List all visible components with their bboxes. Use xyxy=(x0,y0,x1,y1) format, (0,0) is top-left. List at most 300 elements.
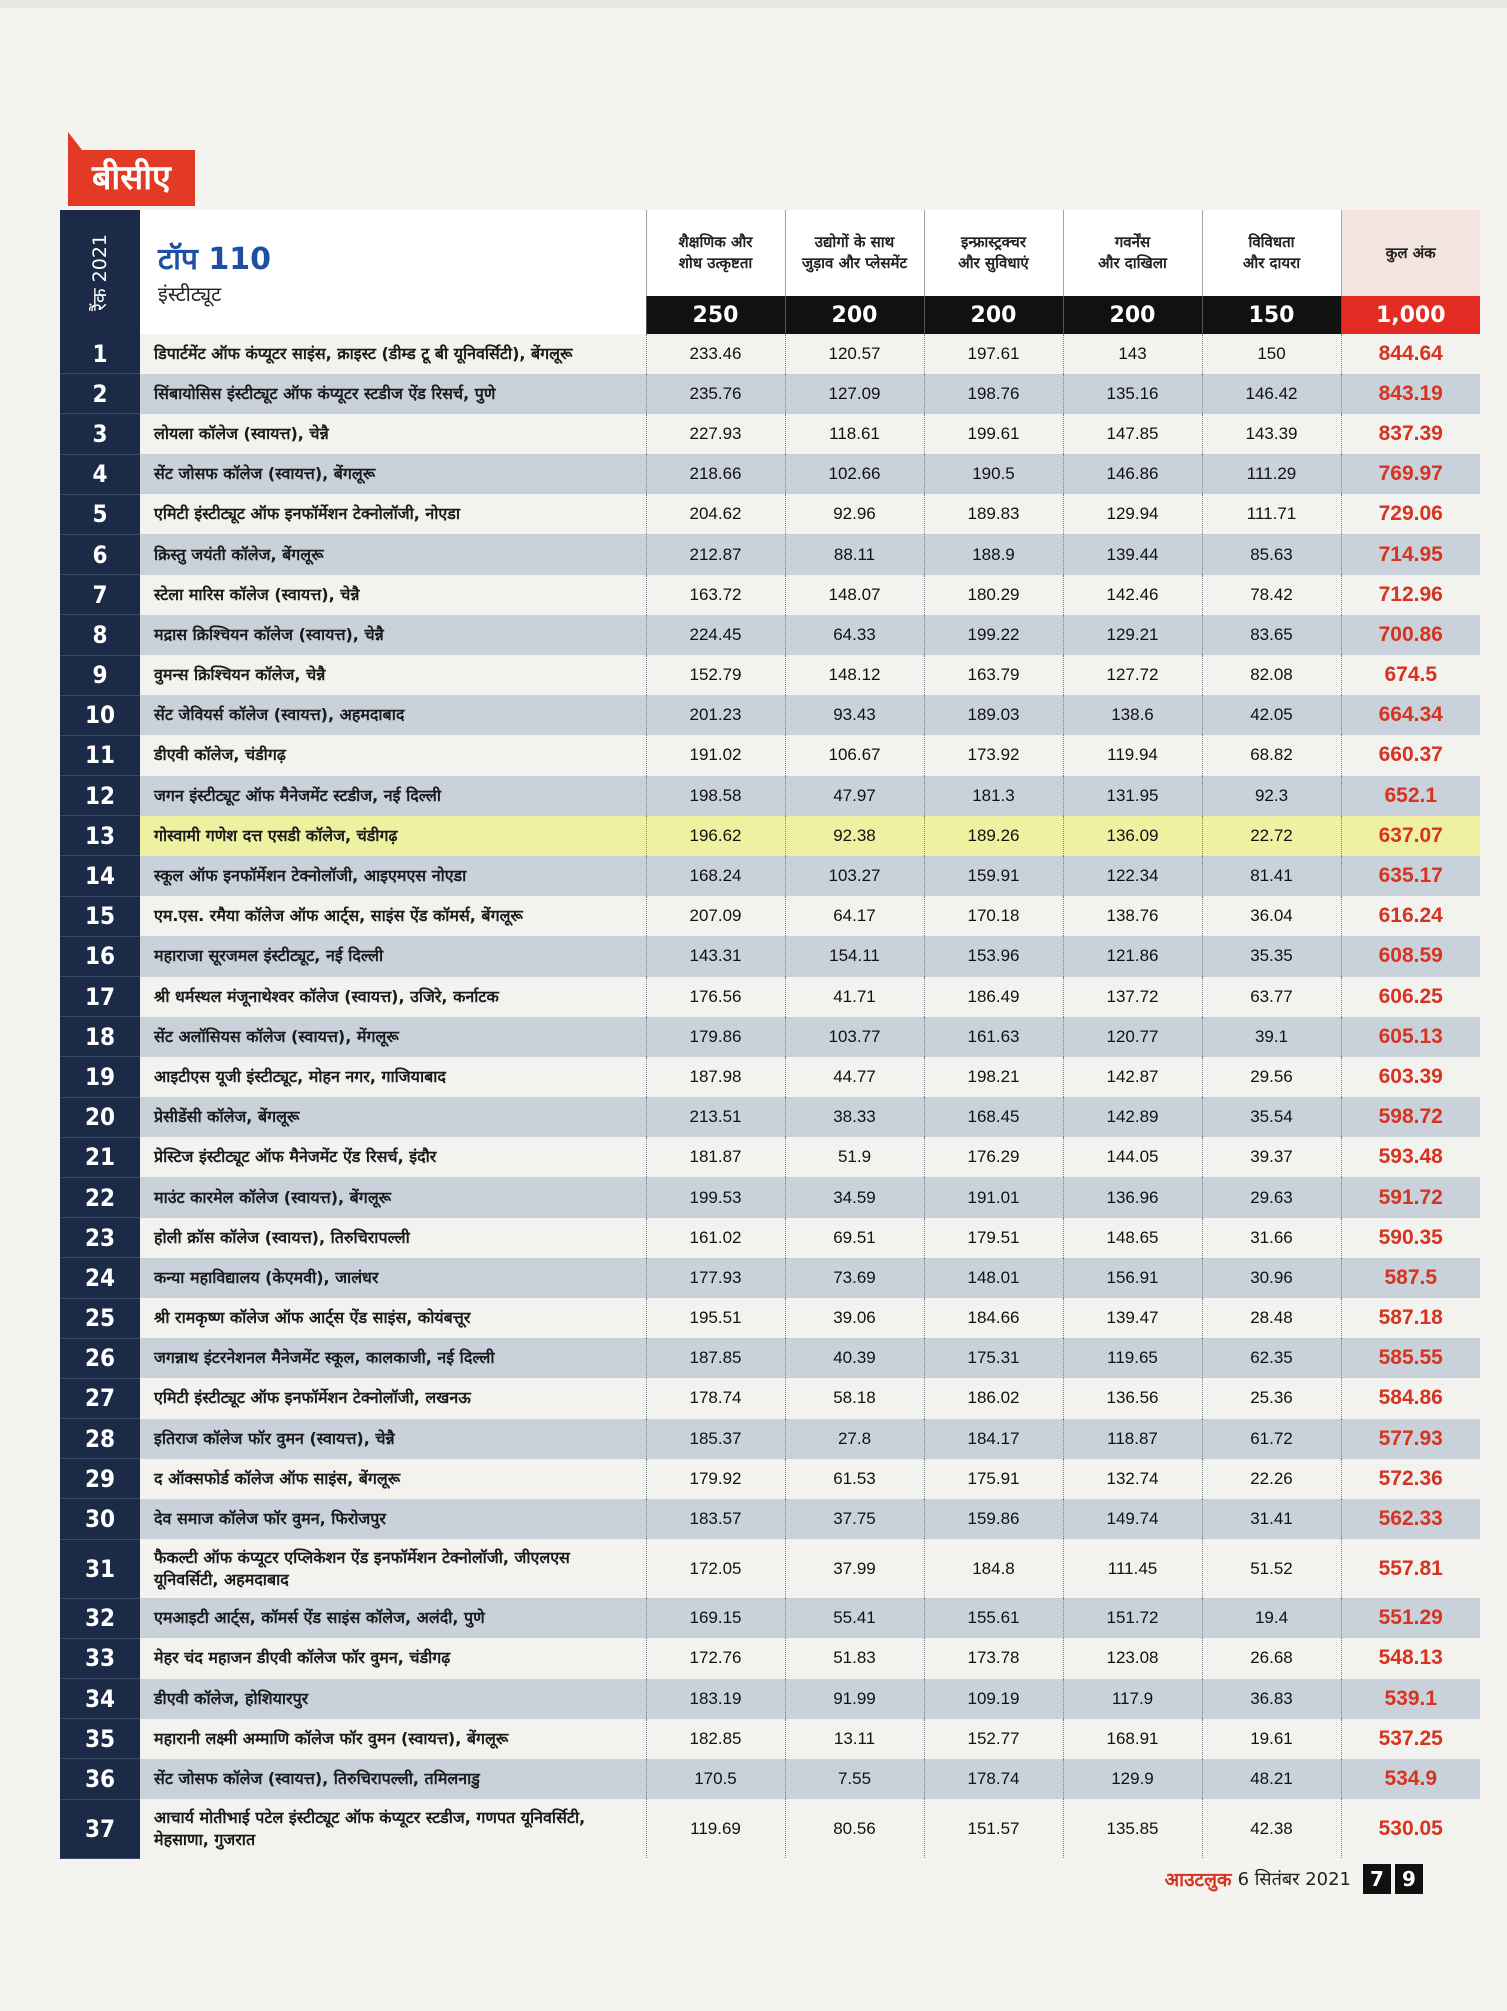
diversity-score: 19.4 xyxy=(1202,1598,1341,1638)
governance-score: 118.87 xyxy=(1063,1419,1202,1459)
total-score: 584.86 xyxy=(1341,1378,1480,1418)
rank-cell: 9 xyxy=(60,655,140,695)
rank-cell: 10 xyxy=(60,695,140,735)
institute-name: कन्या महाविद्यालय (केएमवी), जालंधर xyxy=(140,1258,646,1298)
academic-score: 187.85 xyxy=(646,1338,785,1378)
governance-score: 129.9 xyxy=(1063,1759,1202,1799)
academic-score: 168.24 xyxy=(646,856,785,896)
institute-name: स्कूल ऑफ इनफॉर्मेशन टेक्नोलॉजी, आइएमएस नोएडा xyxy=(140,856,646,896)
governance-score: 119.94 xyxy=(1063,735,1202,775)
governance-score: 139.47 xyxy=(1063,1298,1202,1338)
industry-score: 38.33 xyxy=(785,1097,924,1137)
total-score: 843.19 xyxy=(1341,374,1480,414)
academic-score: 169.15 xyxy=(646,1598,785,1638)
diversity-score: 28.48 xyxy=(1202,1298,1341,1338)
diversity-score: 30.96 xyxy=(1202,1258,1341,1298)
total-score: 664.34 xyxy=(1341,695,1480,735)
industry-score: 47.97 xyxy=(785,776,924,816)
academic-score: 179.86 xyxy=(646,1017,785,1057)
rank-cell: 6 xyxy=(60,534,140,574)
industry-score: 69.51 xyxy=(785,1218,924,1258)
table-row xyxy=(60,1137,1480,1177)
rank-cell: 36 xyxy=(60,1759,140,1799)
infrastructure-score: 180.29 xyxy=(924,575,1063,615)
rank-cell: 23 xyxy=(60,1218,140,1258)
institute-name: सेंट जेवियर्स कॉलेज (स्वायत्त), अहमदाबाद xyxy=(140,695,646,735)
infrastructure-score: 175.91 xyxy=(924,1459,1063,1499)
infrastructure-score: 184.17 xyxy=(924,1419,1063,1459)
academic-score: 183.57 xyxy=(646,1499,785,1539)
governance-score: 136.56 xyxy=(1063,1378,1202,1418)
infrastructure-score: 109.19 xyxy=(924,1679,1063,1719)
diversity-score: 111.29 xyxy=(1202,454,1341,494)
diversity-score: 143.39 xyxy=(1202,414,1341,454)
table-row xyxy=(60,896,1480,936)
table-row xyxy=(60,1017,1480,1057)
table-row xyxy=(60,1057,1480,1097)
table-row xyxy=(60,374,1480,414)
governance-score: 142.89 xyxy=(1063,1097,1202,1137)
total-score: 585.55 xyxy=(1341,1338,1480,1378)
industry-score: 148.12 xyxy=(785,655,924,695)
governance-score: 168.91 xyxy=(1063,1719,1202,1759)
industry-score: 92.96 xyxy=(785,494,924,534)
academic-score: 152.79 xyxy=(646,655,785,695)
infrastructure-score: 184.8 xyxy=(924,1539,1063,1598)
academic-score: 170.5 xyxy=(646,1759,785,1799)
criterion-label-line2: और सुविधाएं xyxy=(958,254,1029,272)
rank-cell: 31 xyxy=(60,1539,140,1598)
criterion-label-line1: कुल अंक xyxy=(1385,243,1436,262)
magazine-brand: आउटलुक xyxy=(1164,1869,1232,1891)
institute-name: एम.एस. रमैया कॉलेज ऑफ आर्ट्स, साइंस ऐंड कॉमर्स, बेंगलूरू xyxy=(140,896,646,936)
rank-cell: 33 xyxy=(60,1638,140,1678)
institute-name: फैकल्टी ऑफ कंप्यूटर एप्लिकेशन ऐंड इनफॉर्मेशन टेक्नोलॉजी, जीएलएस यूनिवर्सिटी, अहमदाबाद xyxy=(140,1539,646,1598)
rank-cell: 1 xyxy=(60,334,140,374)
industry-score: 93.43 xyxy=(785,695,924,735)
industry-score: 120.57 xyxy=(785,334,924,374)
rank-cell: 34 xyxy=(60,1679,140,1719)
criterion-label-line2: और दाखिला xyxy=(1098,254,1167,272)
governance-score: 148.65 xyxy=(1063,1218,1202,1258)
diversity-score: 39.37 xyxy=(1202,1137,1341,1177)
infrastructure-score: 198.76 xyxy=(924,374,1063,414)
rank-cell: 27 xyxy=(60,1378,140,1418)
diversity-score: 92.3 xyxy=(1202,776,1341,816)
academic-score: 227.93 xyxy=(646,414,785,454)
diversity-score: 36.83 xyxy=(1202,1679,1341,1719)
academic-score: 143.31 xyxy=(646,936,785,976)
diversity-score: 35.35 xyxy=(1202,936,1341,976)
diversity-score: 78.42 xyxy=(1202,575,1341,615)
academic-score: 195.51 xyxy=(646,1298,785,1338)
infrastructure-score: 159.86 xyxy=(924,1499,1063,1539)
total-score: 534.9 xyxy=(1341,1759,1480,1799)
total-score: 593.48 xyxy=(1341,1137,1480,1177)
infrastructure-score: 151.57 xyxy=(924,1799,1063,1858)
table-row xyxy=(60,1799,1480,1858)
diversity-score: 83.65 xyxy=(1202,615,1341,655)
infrastructure-score: 152.77 xyxy=(924,1719,1063,1759)
total-score: 557.81 xyxy=(1341,1539,1480,1598)
academic-score: 161.02 xyxy=(646,1218,785,1258)
total-score: 674.5 xyxy=(1341,655,1480,695)
institute-name: लोयला कॉलेज (स्वायत्त), चेन्नै xyxy=(140,414,646,454)
table-row xyxy=(60,494,1480,534)
institute-name: प्रेसीडेंसी कॉलेज, बेंगलूरू xyxy=(140,1097,646,1137)
page-edge xyxy=(0,0,1507,8)
industry-score: 55.41 xyxy=(785,1598,924,1638)
rank-cell: 22 xyxy=(60,1177,140,1217)
total-score: 635.17 xyxy=(1341,856,1480,896)
industry-score: 61.53 xyxy=(785,1459,924,1499)
industry-score: 80.56 xyxy=(785,1799,924,1858)
industry-score: 103.77 xyxy=(785,1017,924,1057)
industry-score: 148.07 xyxy=(785,575,924,615)
infrastructure-score: 198.21 xyxy=(924,1057,1063,1097)
table-row xyxy=(60,1419,1480,1459)
infrastructure-score: 173.78 xyxy=(924,1638,1063,1678)
table-row xyxy=(60,977,1480,1017)
governance-score: 123.08 xyxy=(1063,1638,1202,1678)
institute-name: महाराजा सूरजमल इंस्टीट्यूट, नई दिल्ली xyxy=(140,936,646,976)
criterion-label-line2: शोध उत्कृष्टता xyxy=(678,254,753,272)
rank-cell: 8 xyxy=(60,615,140,655)
rank-cell: 25 xyxy=(60,1298,140,1338)
diversity-score: 81.41 xyxy=(1202,856,1341,896)
table-row xyxy=(60,1638,1480,1678)
institute-name: स्टेला मारिस कॉलेज (स्वायत्त), चेन्नै xyxy=(140,575,646,615)
issue-date: 6 सितंबर 2021 xyxy=(1237,1869,1351,1890)
total-score: 729.06 xyxy=(1341,494,1480,534)
table-row xyxy=(60,414,1480,454)
infrastructure-score: 155.61 xyxy=(924,1598,1063,1638)
institute-name: आइटीएस यूजी इंस्टीट्यूट, मोहन नगर, गाजियाबाद xyxy=(140,1057,646,1097)
total-score: 577.93 xyxy=(1341,1419,1480,1459)
criterion-header-academic xyxy=(646,210,785,296)
table-row xyxy=(60,1258,1480,1298)
infrastructure-score: 197.61 xyxy=(924,334,1063,374)
diversity-score: 68.82 xyxy=(1202,735,1341,775)
industry-score: 13.11 xyxy=(785,1719,924,1759)
total-score: 700.86 xyxy=(1341,615,1480,655)
diversity-score: 62.35 xyxy=(1202,1338,1341,1378)
total-score: 587.18 xyxy=(1341,1298,1480,1338)
diversity-score: 29.56 xyxy=(1202,1057,1341,1097)
diversity-score: 82.08 xyxy=(1202,655,1341,695)
table-row xyxy=(60,936,1480,976)
rank-cell: 5 xyxy=(60,494,140,534)
total-score: 590.35 xyxy=(1341,1218,1480,1258)
rank-cell: 19 xyxy=(60,1057,140,1097)
diversity-score: 146.42 xyxy=(1202,374,1341,414)
rank-cell: 11 xyxy=(60,735,140,775)
max-score-academic: 250 xyxy=(646,296,785,334)
academic-score: 185.37 xyxy=(646,1419,785,1459)
table-subtitle: इंस्टीट्यूट xyxy=(158,282,222,306)
institute-name: डीएवी कॉलेज, होशियारपुर xyxy=(140,1679,646,1719)
institute-name: इतिराज कॉलेज फॉर वुमन (स्वायत्त), चेन्नै xyxy=(140,1419,646,1459)
infrastructure-score: 168.45 xyxy=(924,1097,1063,1137)
diversity-score: 61.72 xyxy=(1202,1419,1341,1459)
diversity-score: 51.52 xyxy=(1202,1539,1341,1598)
governance-score: 132.74 xyxy=(1063,1459,1202,1499)
industry-score: 64.17 xyxy=(785,896,924,936)
diversity-score: 42.05 xyxy=(1202,695,1341,735)
institute-name: जगन इंस्टीट्यूट ऑफ मैनेजमेंट स्टडीज, नई दिल्ली xyxy=(140,776,646,816)
infrastructure-score: 188.9 xyxy=(924,534,1063,574)
governance-score: 117.9 xyxy=(1063,1679,1202,1719)
table-row xyxy=(60,1679,1480,1719)
rank-cell: 28 xyxy=(60,1419,140,1459)
ranking-table xyxy=(60,210,1480,1859)
table-row xyxy=(60,615,1480,655)
industry-score: 154.11 xyxy=(785,936,924,976)
total-score: 605.13 xyxy=(1341,1017,1480,1057)
diversity-score: 36.04 xyxy=(1202,896,1341,936)
criterion-label-line1: इन्फ्रास्ट्रक्चर xyxy=(961,233,1026,251)
governance-score: 139.44 xyxy=(1063,534,1202,574)
industry-score: 92.38 xyxy=(785,816,924,856)
diversity-score: 111.71 xyxy=(1202,494,1341,534)
industry-score: 39.06 xyxy=(785,1298,924,1338)
governance-score: 151.72 xyxy=(1063,1598,1202,1638)
governance-score: 156.91 xyxy=(1063,1258,1202,1298)
diversity-score: 31.66 xyxy=(1202,1218,1341,1258)
academic-score: 196.62 xyxy=(646,816,785,856)
table-title: टॉप 110 xyxy=(158,242,271,277)
academic-score: 172.05 xyxy=(646,1539,785,1598)
governance-score: 142.87 xyxy=(1063,1057,1202,1097)
infrastructure-score: 176.29 xyxy=(924,1137,1063,1177)
infrastructure-score: 189.03 xyxy=(924,695,1063,735)
governance-score: 149.74 xyxy=(1063,1499,1202,1539)
infrastructure-score: 173.92 xyxy=(924,735,1063,775)
table-row xyxy=(60,1499,1480,1539)
max-score-industry: 200 xyxy=(785,296,924,334)
academic-score: 233.46 xyxy=(646,334,785,374)
infrastructure-score: 191.01 xyxy=(924,1177,1063,1217)
infrastructure-score: 186.02 xyxy=(924,1378,1063,1418)
rank-cell: 26 xyxy=(60,1338,140,1378)
governance-score: 136.96 xyxy=(1063,1177,1202,1217)
governance-score: 137.72 xyxy=(1063,977,1202,1017)
governance-score: 119.65 xyxy=(1063,1338,1202,1378)
rank-cell: 35 xyxy=(60,1719,140,1759)
institute-name: प्रेस्टिज इंस्टीट्यूट ऑफ मैनेजमेंट ऐंड रिसर्च, इंदौर xyxy=(140,1137,646,1177)
institute-name: मद्रास क्रिश्चियन कॉलेज (स्वायत्त), चेन्नै xyxy=(140,615,646,655)
table-row xyxy=(60,1539,1480,1598)
academic-score: 212.87 xyxy=(646,534,785,574)
table-title-cell xyxy=(140,210,646,334)
infrastructure-score: 199.22 xyxy=(924,615,1063,655)
academic-score: 198.58 xyxy=(646,776,785,816)
governance-score: 138.76 xyxy=(1063,896,1202,936)
table-row xyxy=(60,776,1480,816)
academic-score: 201.23 xyxy=(646,695,785,735)
criterion-header-governance xyxy=(1063,210,1202,296)
total-score: 712.96 xyxy=(1341,575,1480,615)
diversity-score: 22.26 xyxy=(1202,1459,1341,1499)
table-row xyxy=(60,1759,1480,1799)
institute-name: सिंबायोसिस इंस्टीट्यूट ऑफ कंप्यूटर स्टडीज ऐंड रिसर्च, पुणे xyxy=(140,374,646,414)
rank-label: रैंक 2021 xyxy=(89,233,111,311)
academic-score: 199.53 xyxy=(646,1177,785,1217)
governance-score: 135.85 xyxy=(1063,1799,1202,1858)
industry-score: 40.39 xyxy=(785,1338,924,1378)
governance-score: 121.86 xyxy=(1063,936,1202,976)
diversity-score: 48.21 xyxy=(1202,1759,1341,1799)
infrastructure-score: 148.01 xyxy=(924,1258,1063,1298)
institute-name: गोस्वामी गणेश दत्त एसडी कॉलेज, चंडीगढ़ xyxy=(140,816,646,856)
table-row xyxy=(60,695,1480,735)
criterion-label-line1: उद्योगों के साथ xyxy=(814,233,895,251)
governance-score: 129.21 xyxy=(1063,615,1202,655)
institute-name: महारानी लक्ष्मी अम्माणि कॉलेज फॉर वुमन (स्वायत्त), बेंगलूरू xyxy=(140,1719,646,1759)
table-row xyxy=(60,816,1480,856)
industry-score: 41.71 xyxy=(785,977,924,1017)
rank-cell: 7 xyxy=(60,575,140,615)
rank-cell: 3 xyxy=(60,414,140,454)
rank-cell: 17 xyxy=(60,977,140,1017)
total-score: 608.59 xyxy=(1341,936,1480,976)
infrastructure-score: 175.31 xyxy=(924,1338,1063,1378)
page-number-digit: 7 xyxy=(1363,1864,1391,1894)
institute-name: एमिटी इंस्टीट्यूट ऑफ इनफॉर्मेशन टेक्नोलॉजी, नोएडा xyxy=(140,494,646,534)
institute-name: एमआइटी आर्ट्स, कॉमर्स ऐंड साइंस कॉलेज, अलंदी, पुणे xyxy=(140,1598,646,1638)
institute-name: देव समाज कॉलेज फॉर वुमन, फिरोजपुर xyxy=(140,1499,646,1539)
ranking-table-wrap xyxy=(60,210,1446,1859)
ranking-rows xyxy=(60,334,1480,1858)
table-row xyxy=(60,655,1480,695)
table-row xyxy=(60,1097,1480,1137)
rank-cell: 15 xyxy=(60,896,140,936)
diversity-score: 31.41 xyxy=(1202,1499,1341,1539)
governance-score: 142.46 xyxy=(1063,575,1202,615)
academic-score: 182.85 xyxy=(646,1719,785,1759)
rank-cell: 18 xyxy=(60,1017,140,1057)
academic-score: 204.62 xyxy=(646,494,785,534)
total-score: 769.97 xyxy=(1341,454,1480,494)
infrastructure-score: 184.66 xyxy=(924,1298,1063,1338)
rank-cell: 14 xyxy=(60,856,140,896)
infrastructure-score: 179.51 xyxy=(924,1218,1063,1258)
total-score: 616.24 xyxy=(1341,896,1480,936)
academic-score: 218.66 xyxy=(646,454,785,494)
rank-cell: 4 xyxy=(60,454,140,494)
academic-score: 177.93 xyxy=(646,1258,785,1298)
criterion-header-diversity xyxy=(1202,210,1341,296)
table-row xyxy=(60,1338,1480,1378)
governance-score: 122.34 xyxy=(1063,856,1202,896)
table-row xyxy=(60,1598,1480,1638)
academic-score: 119.69 xyxy=(646,1799,785,1858)
institute-name: जगन्नाथ इंटरनेशनल मैनेजमेंट स्कूल, कालकाजी, नई दिल्ली xyxy=(140,1338,646,1378)
governance-score: 136.09 xyxy=(1063,816,1202,856)
max-score-total: 1,000 xyxy=(1341,296,1480,334)
rank-column-header xyxy=(60,210,140,334)
diversity-score: 39.1 xyxy=(1202,1017,1341,1057)
industry-score: 37.75 xyxy=(785,1499,924,1539)
institute-name: क्रिस्तु जयंती कॉलेज, बेंगलूरू xyxy=(140,534,646,574)
industry-score: 127.09 xyxy=(785,374,924,414)
total-score: 587.5 xyxy=(1341,1258,1480,1298)
rank-cell: 20 xyxy=(60,1097,140,1137)
academic-score: 176.56 xyxy=(646,977,785,1017)
rank-cell: 24 xyxy=(60,1258,140,1298)
max-score-governance: 200 xyxy=(1063,296,1202,334)
industry-score: 64.33 xyxy=(785,615,924,655)
institute-name: श्री धर्मस्थल मंजूनाथेश्वर कॉलेज (स्वायत्त), उजिरे, कर्नाटक xyxy=(140,977,646,1017)
academic-score: 207.09 xyxy=(646,896,785,936)
governance-score: 144.05 xyxy=(1063,1137,1202,1177)
total-score: 837.39 xyxy=(1341,414,1480,454)
table-row xyxy=(60,454,1480,494)
infrastructure-score: 186.49 xyxy=(924,977,1063,1017)
institute-name: सेंट अलॉसियस कॉलेज (स्वायत्त), मेंगलूरू xyxy=(140,1017,646,1057)
table-row xyxy=(60,1459,1480,1499)
total-score: 539.1 xyxy=(1341,1679,1480,1719)
governance-score: 147.85 xyxy=(1063,414,1202,454)
academic-score: 178.74 xyxy=(646,1378,785,1418)
governance-score: 129.94 xyxy=(1063,494,1202,534)
total-score: 637.07 xyxy=(1341,816,1480,856)
institute-name: मेहर चंद महाजन डीएवी कॉलेज फॉर वुमन, चंडीगढ़ xyxy=(140,1638,646,1678)
academic-score: 213.51 xyxy=(646,1097,785,1137)
governance-score: 146.86 xyxy=(1063,454,1202,494)
max-score-diversity: 150 xyxy=(1202,296,1341,334)
infrastructure-score: 189.83 xyxy=(924,494,1063,534)
industry-score: 103.27 xyxy=(785,856,924,896)
infrastructure-score: 170.18 xyxy=(924,896,1063,936)
criterion-label-line2: जुड़ाव और प्लेसमेंट xyxy=(801,254,908,272)
industry-score: 73.69 xyxy=(785,1258,924,1298)
criterion-header-industry xyxy=(785,210,924,296)
industry-score: 118.61 xyxy=(785,414,924,454)
total-score: 844.64 xyxy=(1341,334,1480,374)
industry-score: 58.18 xyxy=(785,1378,924,1418)
rank-cell: 29 xyxy=(60,1459,140,1499)
diversity-score: 19.61 xyxy=(1202,1719,1341,1759)
industry-score: 37.99 xyxy=(785,1539,924,1598)
criterion-label-line1: शैक्षणिक और xyxy=(678,233,753,251)
institute-name: होली क्रॉस कॉलेज (स्वायत्त), तिरुचिरापल्ली xyxy=(140,1218,646,1258)
total-score: 591.72 xyxy=(1341,1177,1480,1217)
total-score: 598.72 xyxy=(1341,1097,1480,1137)
table-row xyxy=(60,534,1480,574)
criterion-header-total xyxy=(1341,210,1480,296)
diversity-score: 35.54 xyxy=(1202,1097,1341,1137)
academic-score: 235.76 xyxy=(646,374,785,414)
infrastructure-score: 161.63 xyxy=(924,1017,1063,1057)
industry-score: 102.66 xyxy=(785,454,924,494)
rank-cell: 30 xyxy=(60,1499,140,1539)
governance-score: 111.45 xyxy=(1063,1539,1202,1598)
industry-score: 51.9 xyxy=(785,1137,924,1177)
total-score: 660.37 xyxy=(1341,735,1480,775)
industry-score: 51.83 xyxy=(785,1638,924,1678)
academic-score: 224.45 xyxy=(646,615,785,655)
infrastructure-score: 159.91 xyxy=(924,856,1063,896)
total-score: 606.25 xyxy=(1341,977,1480,1017)
max-score-infrastructure: 200 xyxy=(924,296,1063,334)
governance-score: 127.72 xyxy=(1063,655,1202,695)
diversity-score: 85.63 xyxy=(1202,534,1341,574)
institute-name: माउंट कारमेल कॉलेज (स्वायत्त), बेंगलूरू xyxy=(140,1177,646,1217)
infrastructure-score: 189.26 xyxy=(924,816,1063,856)
criterion-header-infrastructure xyxy=(924,210,1063,296)
industry-score: 7.55 xyxy=(785,1759,924,1799)
